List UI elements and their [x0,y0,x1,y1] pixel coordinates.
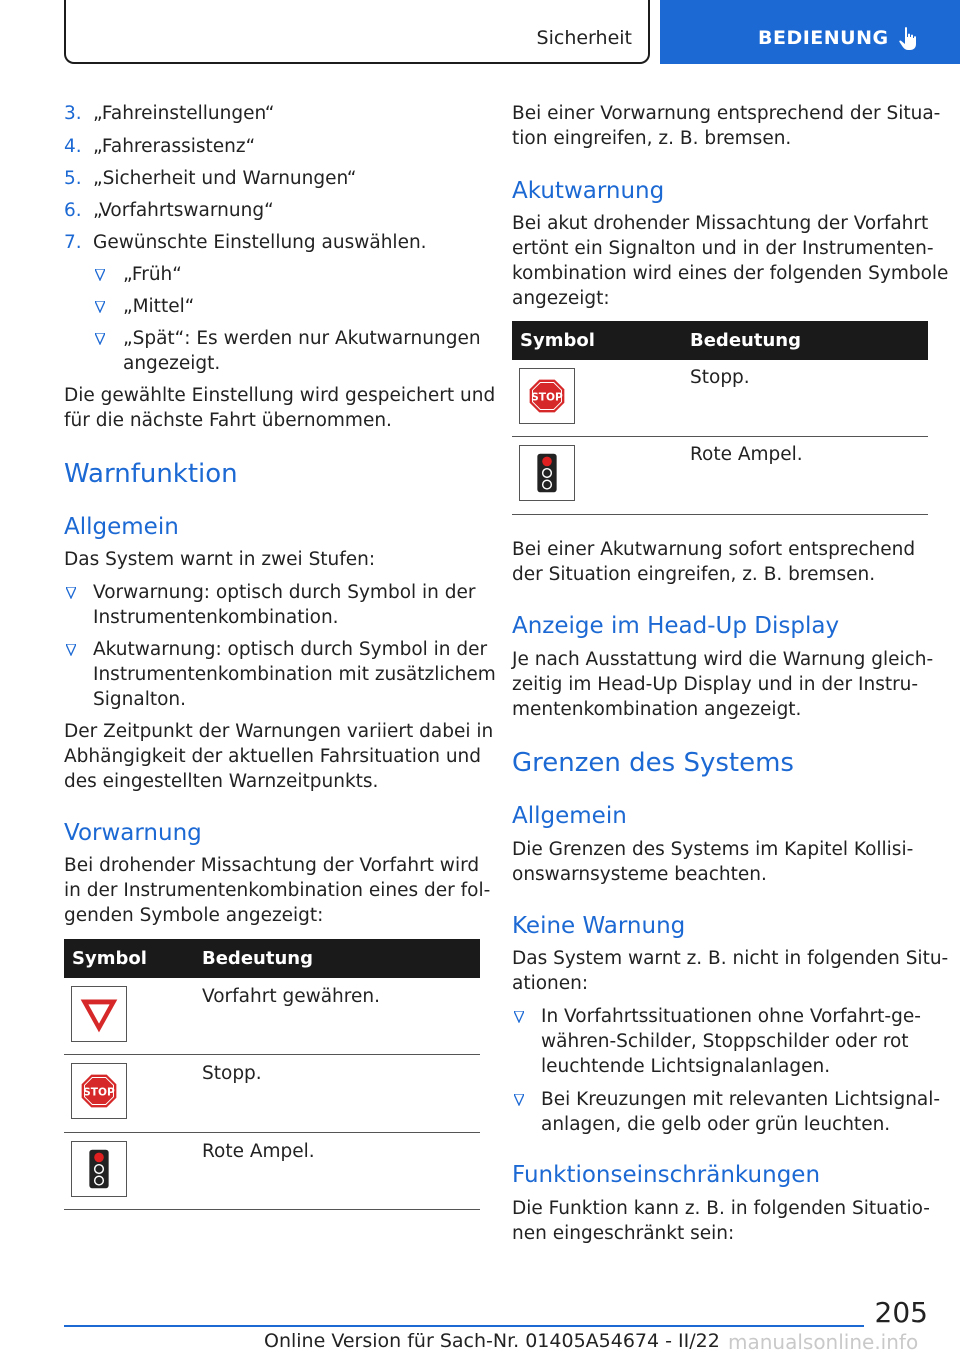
bullet-triangle-icon [95,333,105,345]
heading-vorwarnung: Vorwarnung [64,820,202,846]
keine-item-1-line-2: währen-Schilder, Stoppschilder oder rot [541,1031,909,1052]
hud-text-line-2: zeitig im Head-Up Display und in der Instru- [512,674,919,695]
column-header-meaning: Bedeutung [202,948,313,969]
vor-action-line-1: Bei einer Vorwarnung entsprechend der Situa- [512,103,941,124]
saved-note-line-2: für die nächste Fahrt übernommen. [64,410,392,431]
heading-akutwarnung: Akutwarnung [512,178,665,204]
header-chapter-tab[interactable] [660,0,960,64]
funktion-text-line-2: nen eingeschränkt sein: [512,1223,735,1244]
page-number: 205 [874,1296,928,1329]
footer-rule [64,1325,864,1327]
funktion-text-line-1: Die Funktion kann z. B. in folgenden Situatio- [512,1198,930,1219]
table-cell-meaning: Rote Ampel. [690,444,803,465]
watermark: manualsonline.info [728,1330,919,1354]
red-traffic-light-icon [71,1141,127,1197]
heading-funktionseinschraenkungen: Funktionseinschränkungen [512,1162,821,1188]
step-text: „Fahreinstellungen“ [93,103,275,124]
header-section-title: Sicherheit [536,27,632,49]
grenzen-text-line-2: onswarnsysteme beachten. [512,864,767,885]
keine-item-2-line-1: Bei Kreuzungen mit relevanten Lichtsignal- [541,1089,941,1110]
step-number: 6. [64,200,82,221]
table-cell-meaning: Rote Ampel. [202,1141,315,1162]
table-divider [64,1132,480,1133]
vor-action-line-2: tion eingreifen, z. B. bremsen. [512,128,792,149]
stop-sign-icon [71,1063,127,1119]
svg-text:STOP: STOP [83,1086,115,1099]
hud-text-line-3: mentenkombination angezeigt. [512,699,802,720]
akut-text-line-4: angezeigt: [512,288,610,309]
timing-line-1: Der Zeitpunkt der Warnungen variiert dabei in [64,721,494,742]
keine-item-2-line-2: anlagen, die gelb oder grün leuchten. [541,1114,891,1135]
hand-pointer-icon [898,26,920,52]
bullet-triangle-icon [66,644,76,656]
heading-allgemein-right: Allgemein [512,803,627,829]
keine-item-1-line-3: leuchtende Lichtsignalanlagen. [541,1056,831,1077]
column-header-symbol: Symbol [72,948,147,969]
akut-action-line-1: Bei einer Akutwarnung sofort entsprechend [512,539,916,560]
akut-text-line-2: ertönt ein Signalton und in der Instrumenten- [512,238,934,259]
intro-text: Das System warnt in zwei Stufen: [64,549,376,570]
heading-head-up-display: Anzeige im Head-Up Display [512,613,840,639]
table-divider [64,1054,480,1055]
option-text: angezeigt. [123,353,221,374]
column-header-symbol: Symbol [520,330,595,351]
heading-warnfunktion: Warnfunktion [64,459,238,489]
stage-1-line-1: Vorwarnung: optisch durch Symbol in der [93,582,476,603]
keine-text-line-1: Das System warnt z. B. nicht in folgenden Situ- [512,948,949,969]
yield-sign-icon [71,986,127,1042]
heading-grenzen: Grenzen des Systems [512,748,794,778]
akut-text-line-1: Bei akut drohender Missachtung der Vorfahrt [512,213,929,234]
stage-2-line-3: Signalton. [93,689,187,710]
step-text: „Vorfahrtswarnung“ [93,200,274,221]
akut-text-line-3: kombination wird eines der folgenden Symbole [512,263,949,284]
table-cell-meaning: Stopp. [202,1063,262,1084]
heading-keine-warnung: Keine Warnung [512,913,686,939]
timing-line-3: des eingestellten Warnzeitpunkts. [64,771,379,792]
option-text: „Spät“: Es werden nur Akutwarnungen [123,328,481,349]
step-number: 4. [64,136,82,157]
table-cell-meaning: Stopp. [690,367,750,388]
akut-action-line-2: der Situation eingreifen, z. B. bremsen. [512,564,876,585]
step-number: 5. [64,168,82,189]
stage-2-line-2: Instrumentenkombination mit zusätzlichem [93,664,496,685]
timing-line-2: Abhängigkeit der aktuellen Fahrsituation und [64,746,482,767]
saved-note-line-1: Die gewählte Einstellung wird gespeichert und [64,385,496,406]
grenzen-text-line-1: Die Grenzen des Systems im Kapitel Kollisi- [512,839,914,860]
table-cell-meaning: Vorfahrt gewähren. [202,986,380,1007]
stage-1-line-2: Instrumentenkombination. [93,607,339,628]
bullet-triangle-icon [514,1011,524,1023]
column-header-meaning: Bedeutung [690,330,801,351]
stop-sign-icon [519,368,575,424]
table-divider [512,514,928,515]
vor-text-line-2: in der Instrumentenkombination eines der fol- [64,880,491,901]
step-number: 7. [64,232,82,253]
vor-text-line-1: Bei drohender Missachtung der Vorfahrt wird [64,855,480,876]
step-number: 3. [64,103,82,124]
table-divider [64,1209,480,1210]
svg-text:STOP: STOP [531,391,563,404]
step-text: „Fahrerassistenz“ [93,136,256,157]
bullet-triangle-icon [95,301,105,313]
header-section-box [64,0,650,64]
option-text: „Früh“ [123,264,182,285]
step-text: Gewünschte Einstellung auswählen. [93,232,427,253]
table-divider [512,436,928,437]
vor-text-line-3: genden Symbole angezeigt: [64,905,324,926]
step-text: „Sicherheit und Warnungen“ [93,168,357,189]
bullet-triangle-icon [95,269,105,281]
bullet-triangle-icon [66,587,76,599]
heading-allgemein-left: Allgemein [64,514,179,540]
option-text: „Mittel“ [123,296,195,317]
red-traffic-light-icon [519,445,575,501]
header-chapter-label: BEDIENUNG [758,27,889,49]
table-header [64,939,480,978]
footer-online-version: Online Version für Sach-Nr. 01405A54674 - II/22 [264,1330,720,1352]
bullet-triangle-icon [514,1094,524,1106]
keine-item-1-line-1: In Vorfahrtssituationen ohne Vorfahrt-ge- [541,1006,921,1027]
hud-text-line-1: Je nach Ausstattung wird die Warnung gleich- [512,649,934,670]
table-header [512,321,928,360]
keine-text-line-2: ationen: [512,973,589,994]
stage-2-line-1: Akutwarnung: optisch durch Symbol in der [93,639,488,660]
